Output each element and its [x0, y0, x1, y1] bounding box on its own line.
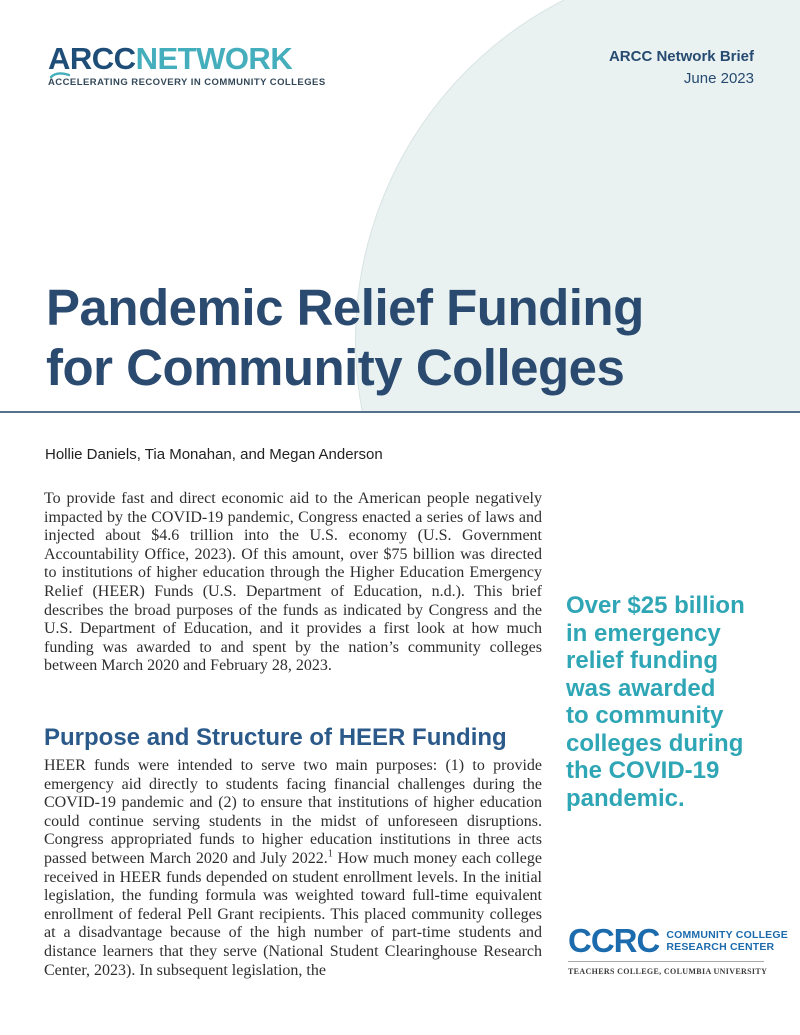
intro-paragraph: To provide fast and direct economic aid to the American people negatively impacted by the COVID-19 pandemic, Congress enacted a series of laws and injected about $4.6 trillion into the U.S. economy (U.S. Government Accountability Office, 2023). Of this amount, over $75 billion was directed to institutions of higher education through the Higher Education Emergency Relief (HEER) Funds (U.S. Department of Education, n.d.). This brief describes the broad purposes of the funds as indicated by Congress and the U.S. Department of Education, and it provides a first look at how much funding was awarded to and spent by the nation’s community colleges between March 2020 and February 28, 2023. [44, 490, 542, 675]
brief-date: June 2023 [683, 70, 754, 87]
section-heading: Purpose and Structure of HEER Funding [44, 723, 507, 751]
pull-quote-line: was awarded [566, 674, 716, 702]
header-divider [0, 411, 800, 413]
page-title [46, 278, 644, 398]
title-line-2: for Community Colleges [46, 339, 625, 397]
footnote-marker: 1 [327, 848, 333, 860]
network-wordmark: NETWORK [135, 41, 293, 76]
pull-quote-line: the COVID-19 [566, 757, 720, 784]
arcc-network-logo [48, 42, 326, 88]
ccrc-logo [568, 922, 788, 976]
pull-quote-line: in emergency [566, 619, 721, 647]
body-paragraph [44, 757, 542, 980]
ccrc-name-line-1: COMMUNITY COLLEGE [666, 928, 788, 941]
authors: Hollie Daniels, Tia Monahan, and Megan Anderson [45, 446, 383, 463]
ccrc-divider [568, 961, 764, 962]
pull-quote-line: to community [566, 702, 724, 729]
ccrc-affiliation: TEACHERS COLLEGE, COLUMBIA UNIVERSITY [568, 967, 768, 976]
ccrc-acronym: CCRC [568, 922, 660, 959]
pull-quote-line: pandemic. [566, 784, 685, 812]
header [0, 0, 800, 411]
pull-quote-line: colleges during [566, 729, 744, 757]
pull-quote-line: relief funding [566, 647, 718, 674]
arcc-logo-text [48, 42, 326, 76]
ccrc-name-line-2: RESEARCH CENTER [666, 941, 775, 953]
ccrc-name [666, 929, 788, 954]
logo-tagline: ACCELERATING RECOVERY IN COMMUNITY COLLEGES [48, 77, 326, 88]
brief-label: ARCC Network Brief [608, 48, 754, 65]
title-line-1: Pandemic Relief Funding [46, 279, 644, 337]
paragraph-text: HEER funds were intended to serve two main purposes: (1) to provide emergency aid directly to students facing financial challenges during the COVID-19 pandemic and (2) to ensure that institutions of higher education could continue serving students in the midst of unforeseen disruptions. Congress appropriated funds to higher education institutions in three acts passed between March 2020 and July 2022. [44, 757, 542, 867]
arcc-wordmark: ARCC [48, 41, 136, 76]
brief-meta [609, 46, 754, 90]
pull-quote-line: Over $25 billion [566, 592, 745, 619]
wave-icon [50, 66, 70, 84]
paragraph-text-continued: How much money each college received in HEER funds depended on student enrollment levels. In the initial legislation, the funding formula was weighted toward full-time equivalent enrollment of federal Pell Grant recipients. This placed community colleges at a disadvantage because of the high number of part-time students and distance learners that they serve (National Student Clearinghouse Research Center, 2023). In subsequent legislation, the [44, 849, 543, 979]
pull-quote [566, 592, 781, 812]
ccrc-logo-row [568, 922, 788, 959]
